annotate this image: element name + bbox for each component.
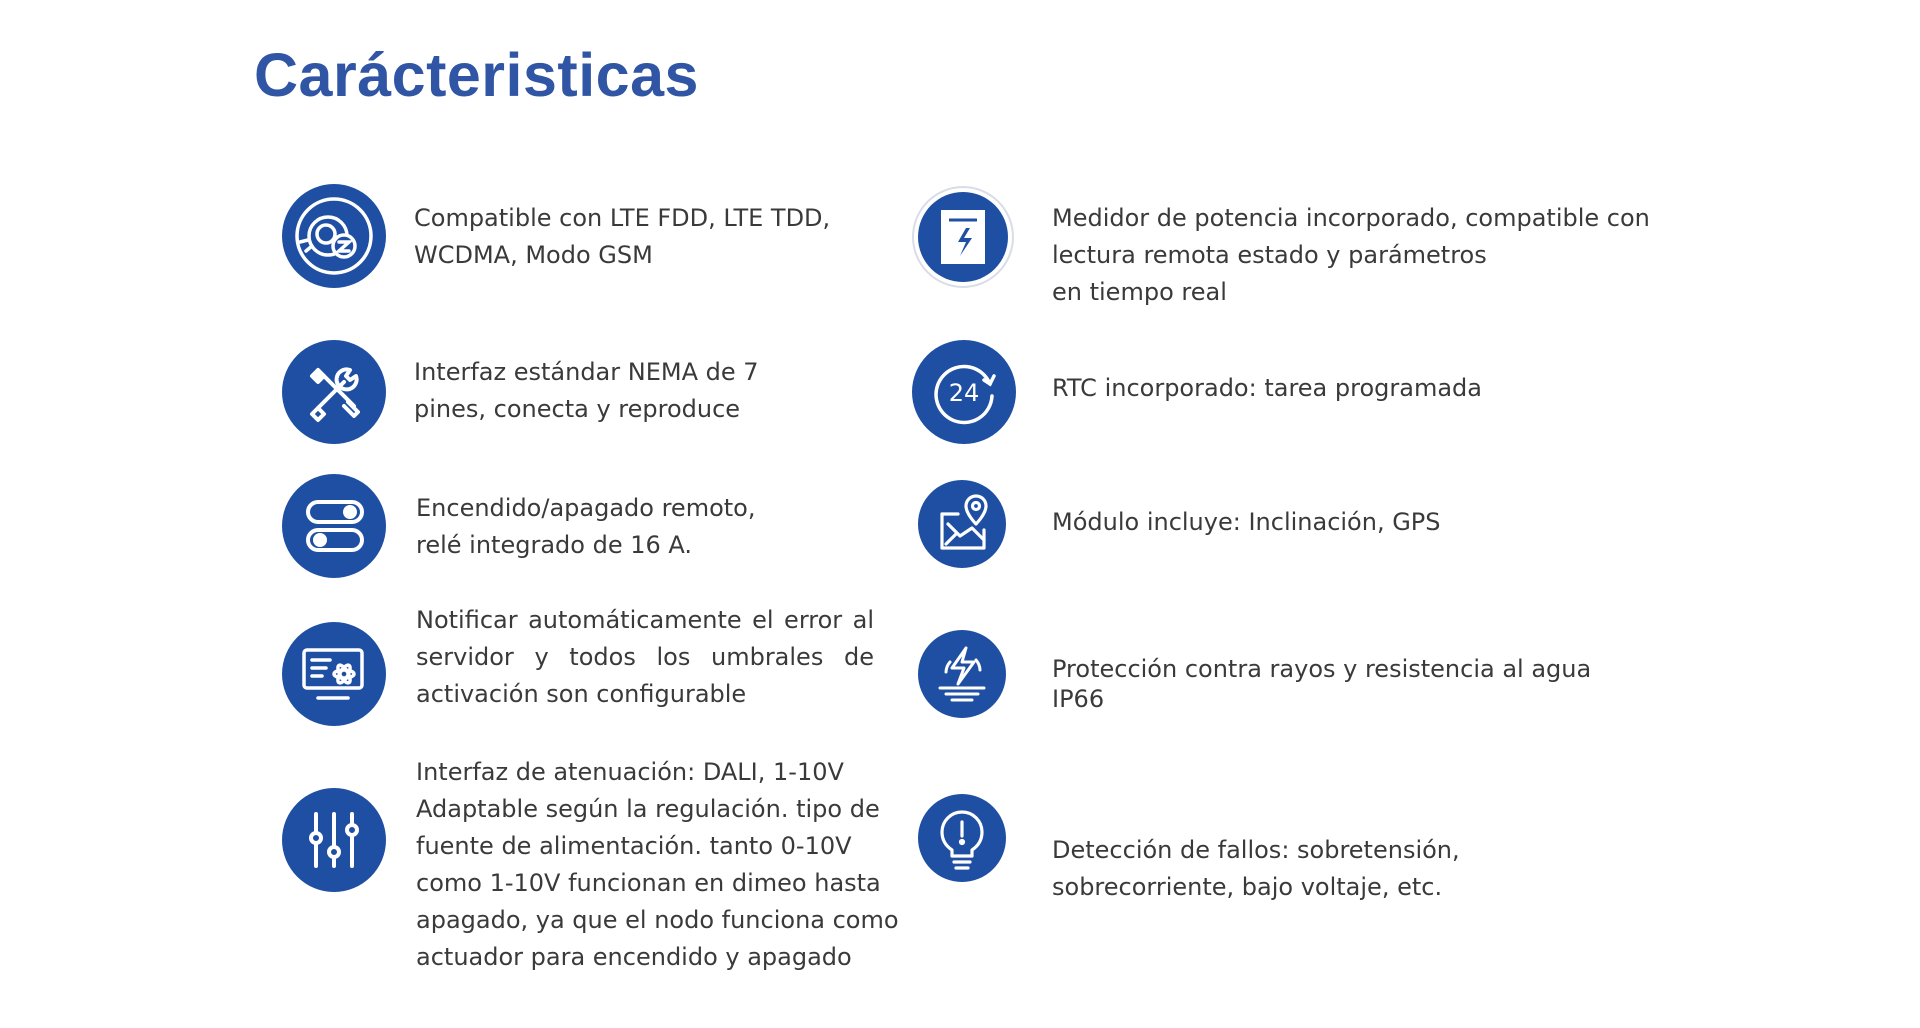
feature-text-line: en tiempo real: [1052, 278, 1227, 306]
feature-text-line: sobrecorriente, bajo voltaje, etc.: [1052, 873, 1443, 901]
feature-text-line: WCDMA, Modo GSM: [414, 241, 653, 269]
feature-text-line: Compatible con LTE FDD, LTE TDD,: [414, 204, 831, 232]
bulb-alert-icon: [918, 794, 1006, 882]
dimmer-sliders-icon: [282, 788, 386, 892]
feature-text-line: lectura remota estado y parámetros: [1052, 241, 1487, 269]
feature-text-line: pines, conecta y reproduce: [414, 395, 741, 423]
network-icon: [282, 184, 386, 288]
feature-text-line: como 1-10V funcionan en dimeo hasta: [416, 869, 881, 897]
feature-text-line: Detección de fallos: sobretensión,: [1052, 836, 1460, 864]
feature-text-line: Protección contra rayos y resistencia al agua: [1052, 655, 1592, 683]
tools-icon: [282, 340, 386, 444]
page-title: Carácteristicas: [254, 41, 699, 109]
svg-text:24: 24: [948, 379, 980, 407]
feature-text-line: fuente de alimentación. tanto 0-10V: [416, 832, 852, 860]
feature-text-line: Adaptable según la regulación. tipo de: [416, 795, 880, 823]
gps-map-icon: [918, 480, 1006, 568]
lightning-protection-icon: [918, 630, 1006, 718]
feature-text-line: Módulo incluye: Inclinación, GPS: [1052, 508, 1441, 536]
switch-icon: [282, 474, 386, 578]
feature-text-line: Interfaz de atenuación: DALI, 1-10V: [416, 758, 844, 786]
feature-text-line: IP66: [1052, 685, 1105, 713]
feature-text-line: Medidor de potencia incorporado, compatible con: [1052, 204, 1650, 232]
feature-text-line: relé integrado de 16 A.: [416, 531, 692, 559]
server-notification-icon: [282, 622, 386, 726]
feature-text-line: Interfaz estándar NEMA de 7: [414, 358, 759, 386]
feature-text-paragraph: Notificar automáticamente el error al servidor y todos los umbrales de activación son configurable: [416, 606, 874, 708]
feature-text-line: Encendido/apagado remoto,: [416, 494, 756, 522]
clock-24-icon: [912, 340, 1016, 444]
feature-text-line: actuador para encendido y apagado: [416, 943, 852, 971]
power-meter-icon: [912, 186, 1014, 288]
feature-text-line: RTC incorporado: tarea programada: [1052, 374, 1482, 402]
feature-text-line: apagado, ya que el nodo funciona como: [416, 906, 899, 934]
